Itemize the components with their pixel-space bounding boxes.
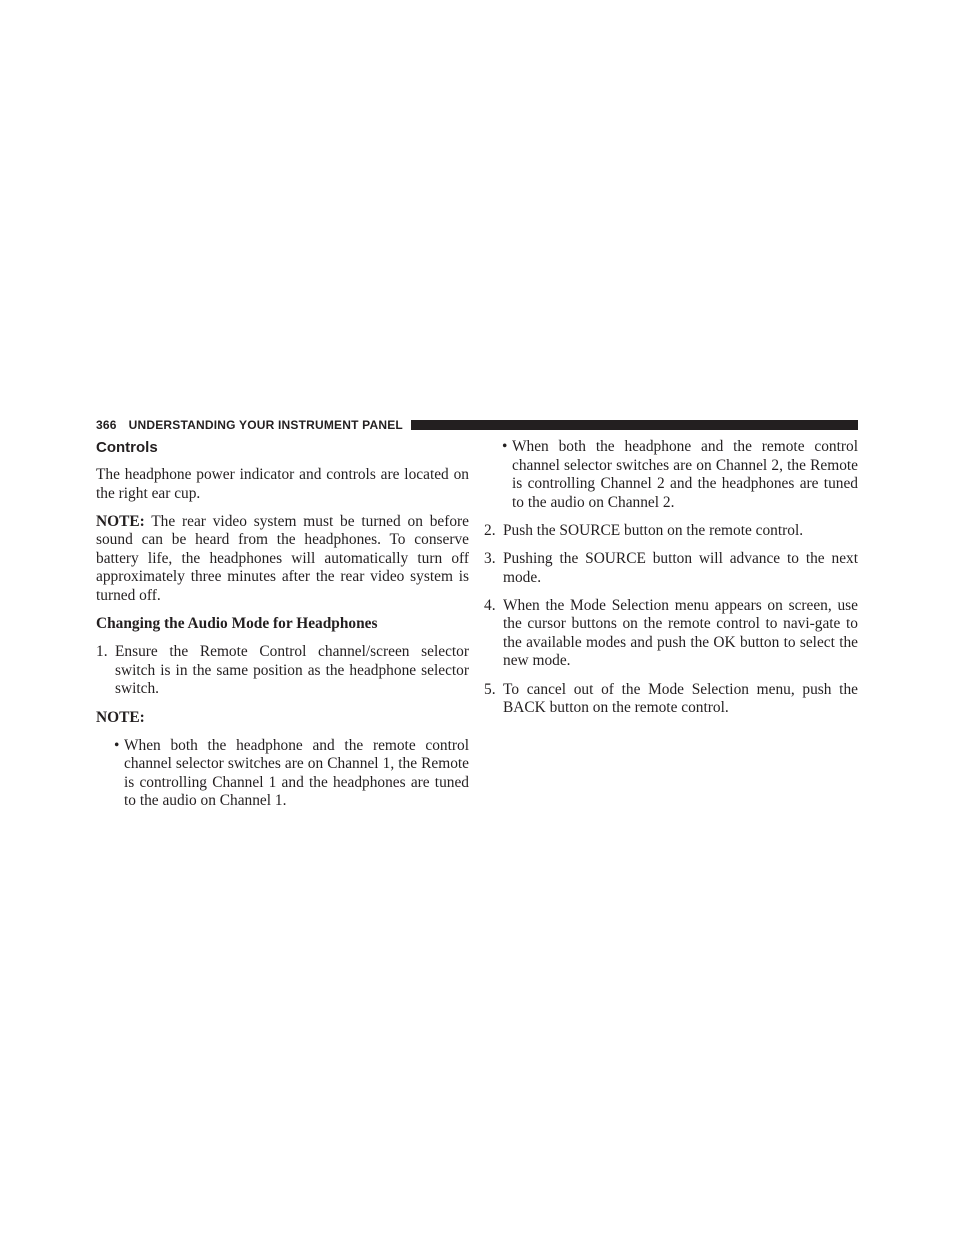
step-number: 5. (484, 680, 496, 698)
left-column (96, 438, 469, 821)
bullet-icon: • (502, 438, 508, 455)
bullet-text: When both the headphone and the remote control channel selector switches are on Channel 1, the Remote is controlling Channel 1 and the headphones are tuned to the audio on Channel 1. (124, 736, 469, 810)
bullet-channel-2 (484, 438, 858, 512)
bullet-text: When both the headphone and the remote control channel selector switches are on Channel 2, the Remote is controlling Channel 2 and the headphones are tuned to the audio on Channel 2. (512, 438, 858, 511)
step-number: 1. (96, 643, 108, 661)
bullet-channel-1 (96, 737, 469, 811)
note-label: NOTE: (96, 512, 145, 530)
controls-heading: Controls (96, 439, 158, 456)
audio-mode-subheading: Changing the Audio Mode for Headphones (96, 615, 378, 633)
step-number: 4. (484, 596, 496, 614)
header-rule (411, 420, 858, 430)
step-5 (484, 681, 858, 718)
step-text: Push the SOURCE button on the remote control. (503, 521, 804, 539)
bullet-icon: • (114, 736, 120, 754)
note-paragraph (96, 513, 469, 606)
step-1 (96, 643, 469, 699)
step-text: When the Mode Selection menu appears on screen, use the cursor buttons on the remote control to navi-gate to the available modes and push the OK button to select the new mode. (503, 596, 858, 670)
note-text: The rear video system must be turned on before sound can be heard from the headphones. To conserve battery life, the headphones will automatically turn off approximately three minutes after the rear video system is turned off. (96, 512, 469, 605)
step-text: Pushing the SOURCE button will advance to the next mode. (503, 549, 858, 586)
right-column (484, 438, 858, 727)
step-4 (484, 597, 858, 671)
note-label-2: NOTE: (96, 708, 145, 726)
section-title: UNDERSTANDING YOUR INSTRUMENT PANEL (128, 418, 403, 432)
step-text: Ensure the Remote Control channel/screen selector switch is in the same position as the headphone selector switch. (115, 643, 469, 698)
step-number: 2. (484, 521, 496, 539)
intro-paragraph: The headphone power indicator and controls are located on the right ear cup. (96, 466, 469, 502)
step-text: To cancel out of the Mode Selection menu, push the BACK button on the remote control. (503, 680, 858, 717)
step-2 (484, 522, 858, 541)
step-3 (484, 550, 858, 587)
page-header (96, 417, 858, 433)
page-number: 366 (96, 418, 117, 432)
step-number: 3. (484, 549, 496, 567)
